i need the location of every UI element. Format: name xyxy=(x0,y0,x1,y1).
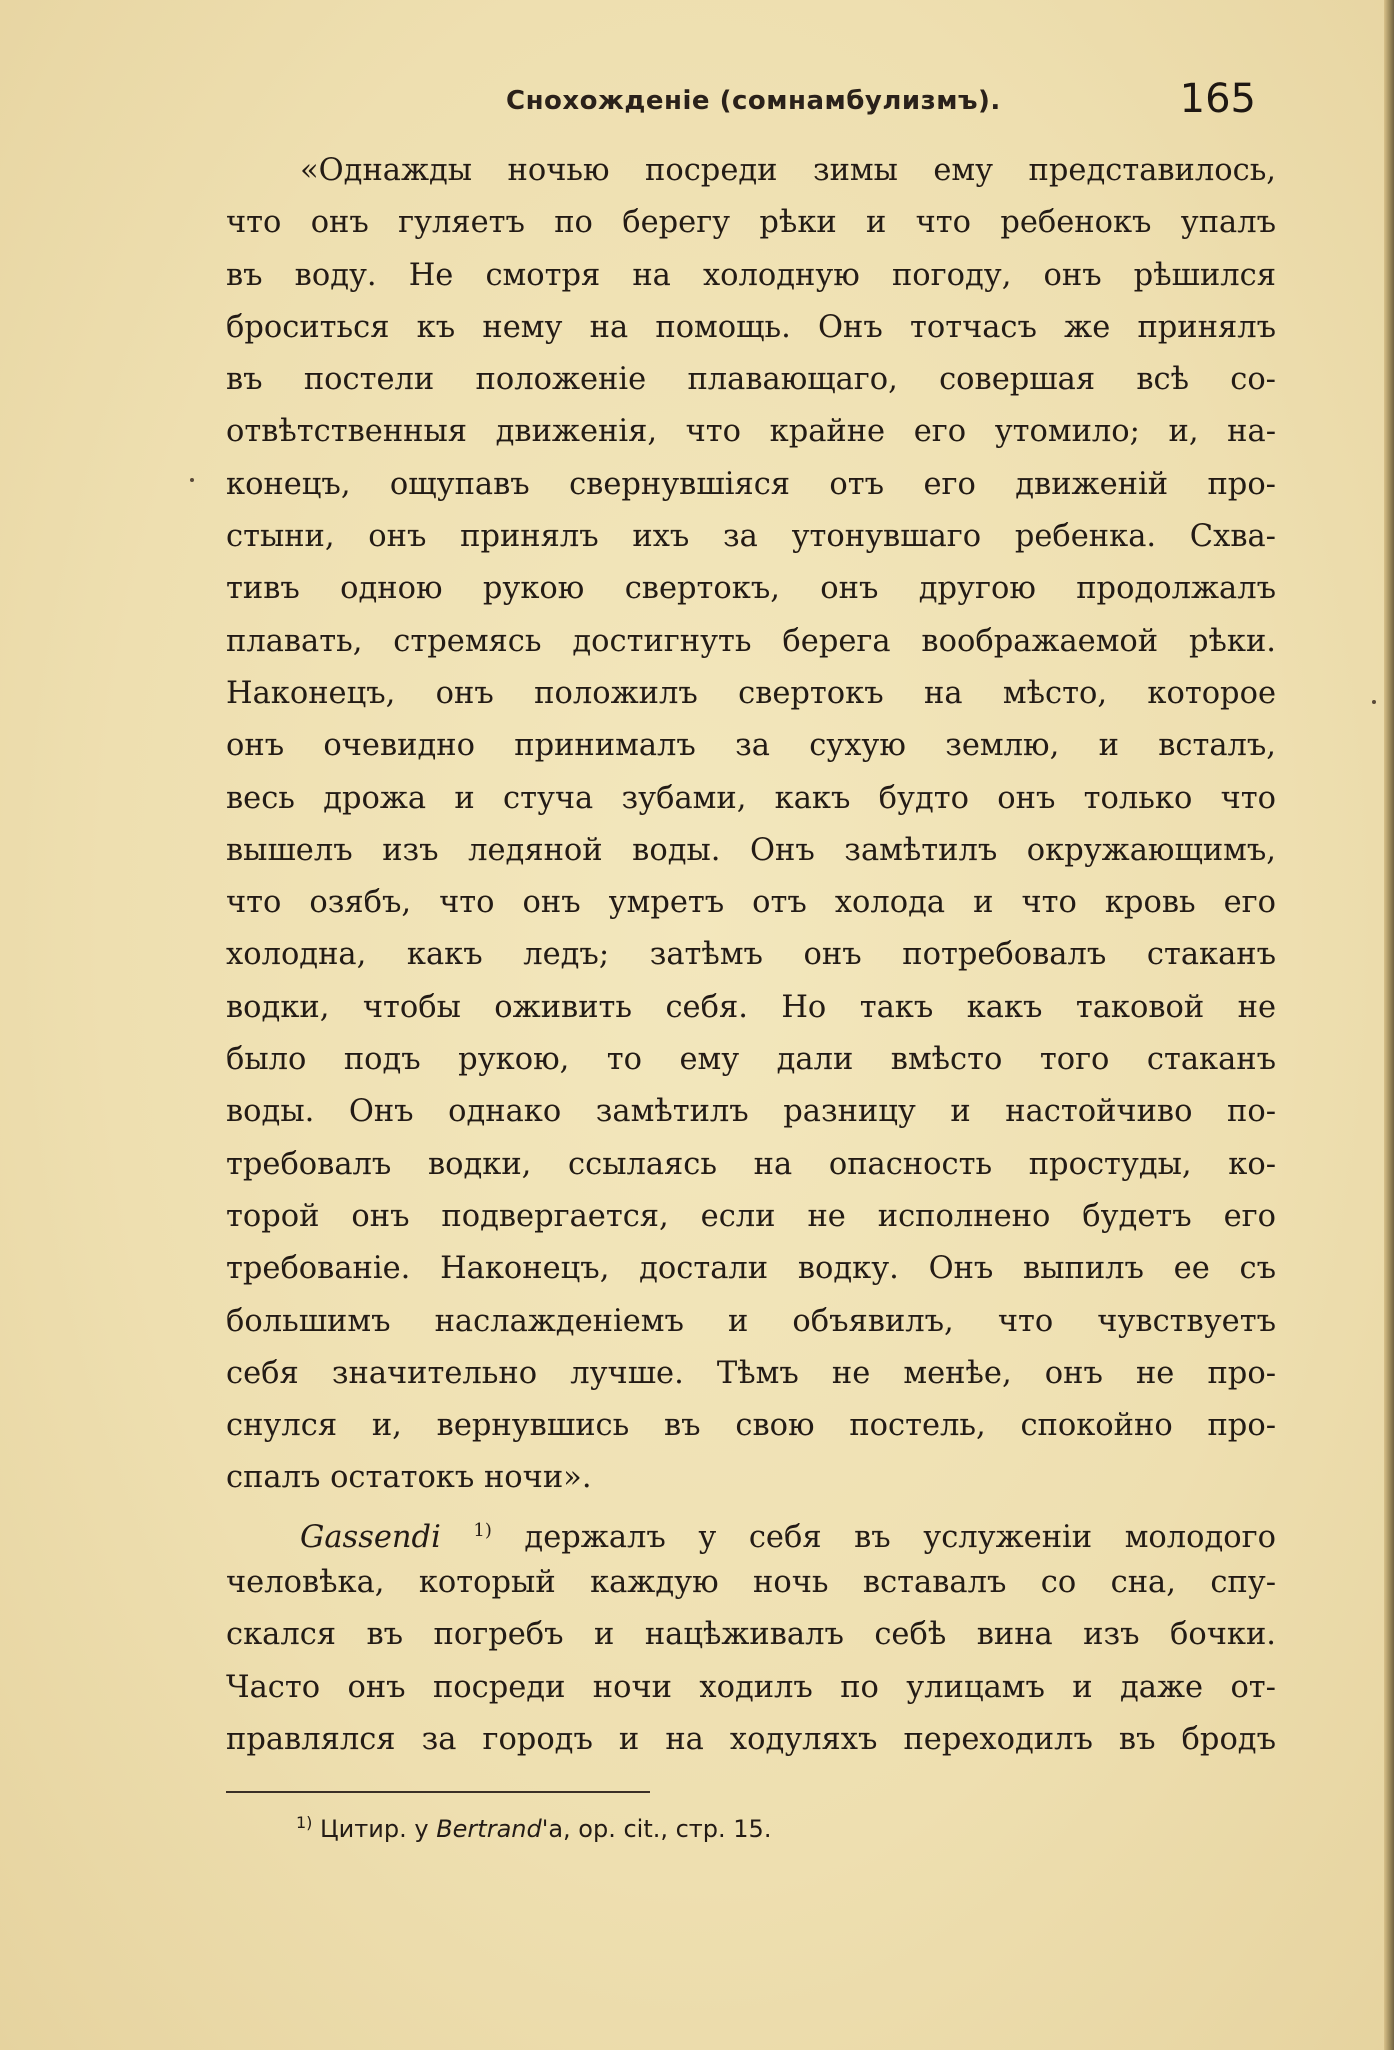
text-line: холодна, какъ ледъ; затѣмъ онъ потребовалъ стаканъ xyxy=(226,937,1276,973)
text-line: «Однажды ночью посреди зимы ему представилось, xyxy=(300,153,1276,188)
paragraph2-first-line-text: держалъ у себя въ услуженіи молодого xyxy=(491,1519,1276,1555)
text-line: стыни, онъ принялъ ихъ за утонувшаго ребенка. Схва- xyxy=(226,519,1276,555)
text-line: большимъ наслажденіемъ и объявилъ, что чувствуетъ xyxy=(226,1303,1276,1339)
footnote-divider xyxy=(226,1791,650,1793)
footnote-suffix: а, op. cit., стр. 15. xyxy=(548,1815,772,1843)
text-line: онъ очевидно принималъ за сухую землю, и всталъ, xyxy=(226,728,1276,764)
text-line: торой онъ подвергается, если не исполнено будетъ его xyxy=(226,1198,1276,1234)
text-line: что онъ гуляетъ по берегу рѣки и что ребенокъ упалъ xyxy=(226,205,1276,241)
text-line: водки, чтобы оживить себя. Но такъ какъ таковой не xyxy=(226,989,1276,1025)
text-line: плавать, стремясь достигнуть берега воображаемой рѣки. xyxy=(226,623,1276,659)
text-line: требованіе. Наконецъ, достали водку. Онъ выпилъ ее съ xyxy=(226,1251,1276,1287)
page-edge xyxy=(1384,0,1394,2050)
page-number: 165 xyxy=(1179,76,1256,122)
text-line: тивъ одною рукою свертокъ, онъ другою продолжалъ xyxy=(226,571,1276,607)
body-text xyxy=(226,145,1276,1766)
author-name: Gassendi xyxy=(300,1519,441,1555)
text-line: Наконецъ, онъ положилъ свертокъ на мѣсто, которое xyxy=(226,675,1276,711)
text-line: весь дрожа и стуча зубами, какъ будто онъ только что xyxy=(226,780,1276,816)
text-line: требовалъ водки, ссылаясь на опасность простуды, ко- xyxy=(226,1146,1276,1182)
text-line: снулся и, вернувшись въ свою постель, спокойно про- xyxy=(226,1408,1276,1444)
paper-speck xyxy=(1372,700,1376,704)
footnote xyxy=(296,1813,771,1843)
footnote-prefix: Цитир. у xyxy=(312,1815,437,1843)
text-line: воды. Онъ однако замѣтилъ разницу и настойчиво по- xyxy=(226,1094,1276,1130)
text-line: въ воду. Не смотря на холодную погоду, онъ рѣшился xyxy=(226,257,1276,293)
text-line: спалъ остатокъ ночи». xyxy=(226,1460,592,1496)
text-line: что озябъ, что онъ умретъ отъ холода и что кровь его xyxy=(226,885,1276,921)
text-line: конецъ, ощупавъ свернувшіяся отъ его движеній про- xyxy=(226,466,1276,502)
text-line: человѣка, который каждую ночь вставалъ со сна, спу- xyxy=(226,1565,1276,1601)
footnote-author-name: Bertrand' xyxy=(436,1815,549,1843)
page-header xyxy=(226,76,1256,132)
running-head: Снохожденіе (сомнамбулизмъ). xyxy=(506,86,1001,116)
paper-speck xyxy=(190,478,194,482)
text-line: Часто онъ посреди ночи ходилъ по улицамъ и даже от- xyxy=(226,1669,1276,1705)
footnote-marker: 1) xyxy=(296,1813,313,1832)
paragraph2-first-line xyxy=(226,1505,1276,1557)
text-line: правлялся за городъ и на ходуляхъ переходилъ въ бродъ xyxy=(226,1721,1276,1757)
text-line: броситься къ нему на помощь. Онъ тотчасъ же принялъ xyxy=(226,309,1276,345)
text-line: въ постели положеніе плавающаго, совершая всѣ со- xyxy=(226,362,1276,398)
text-line: скался въ погребъ и нацѣживалъ себѣ вина изъ бочки. xyxy=(226,1617,1276,1653)
text-line: отвѣтственныя движенія, что крайне его утомило; и, на- xyxy=(226,414,1276,450)
footnote-reference: 1) xyxy=(473,1519,492,1541)
text-line: вышелъ изъ ледяной воды. Онъ замѣтилъ окружающимъ, xyxy=(226,832,1276,868)
text-line: себя значительно лучше. Тѣмъ не менѣе, онъ не про- xyxy=(226,1355,1276,1391)
text-line: было подъ рукою, то ему дали вмѣсто того стаканъ xyxy=(226,1042,1276,1078)
